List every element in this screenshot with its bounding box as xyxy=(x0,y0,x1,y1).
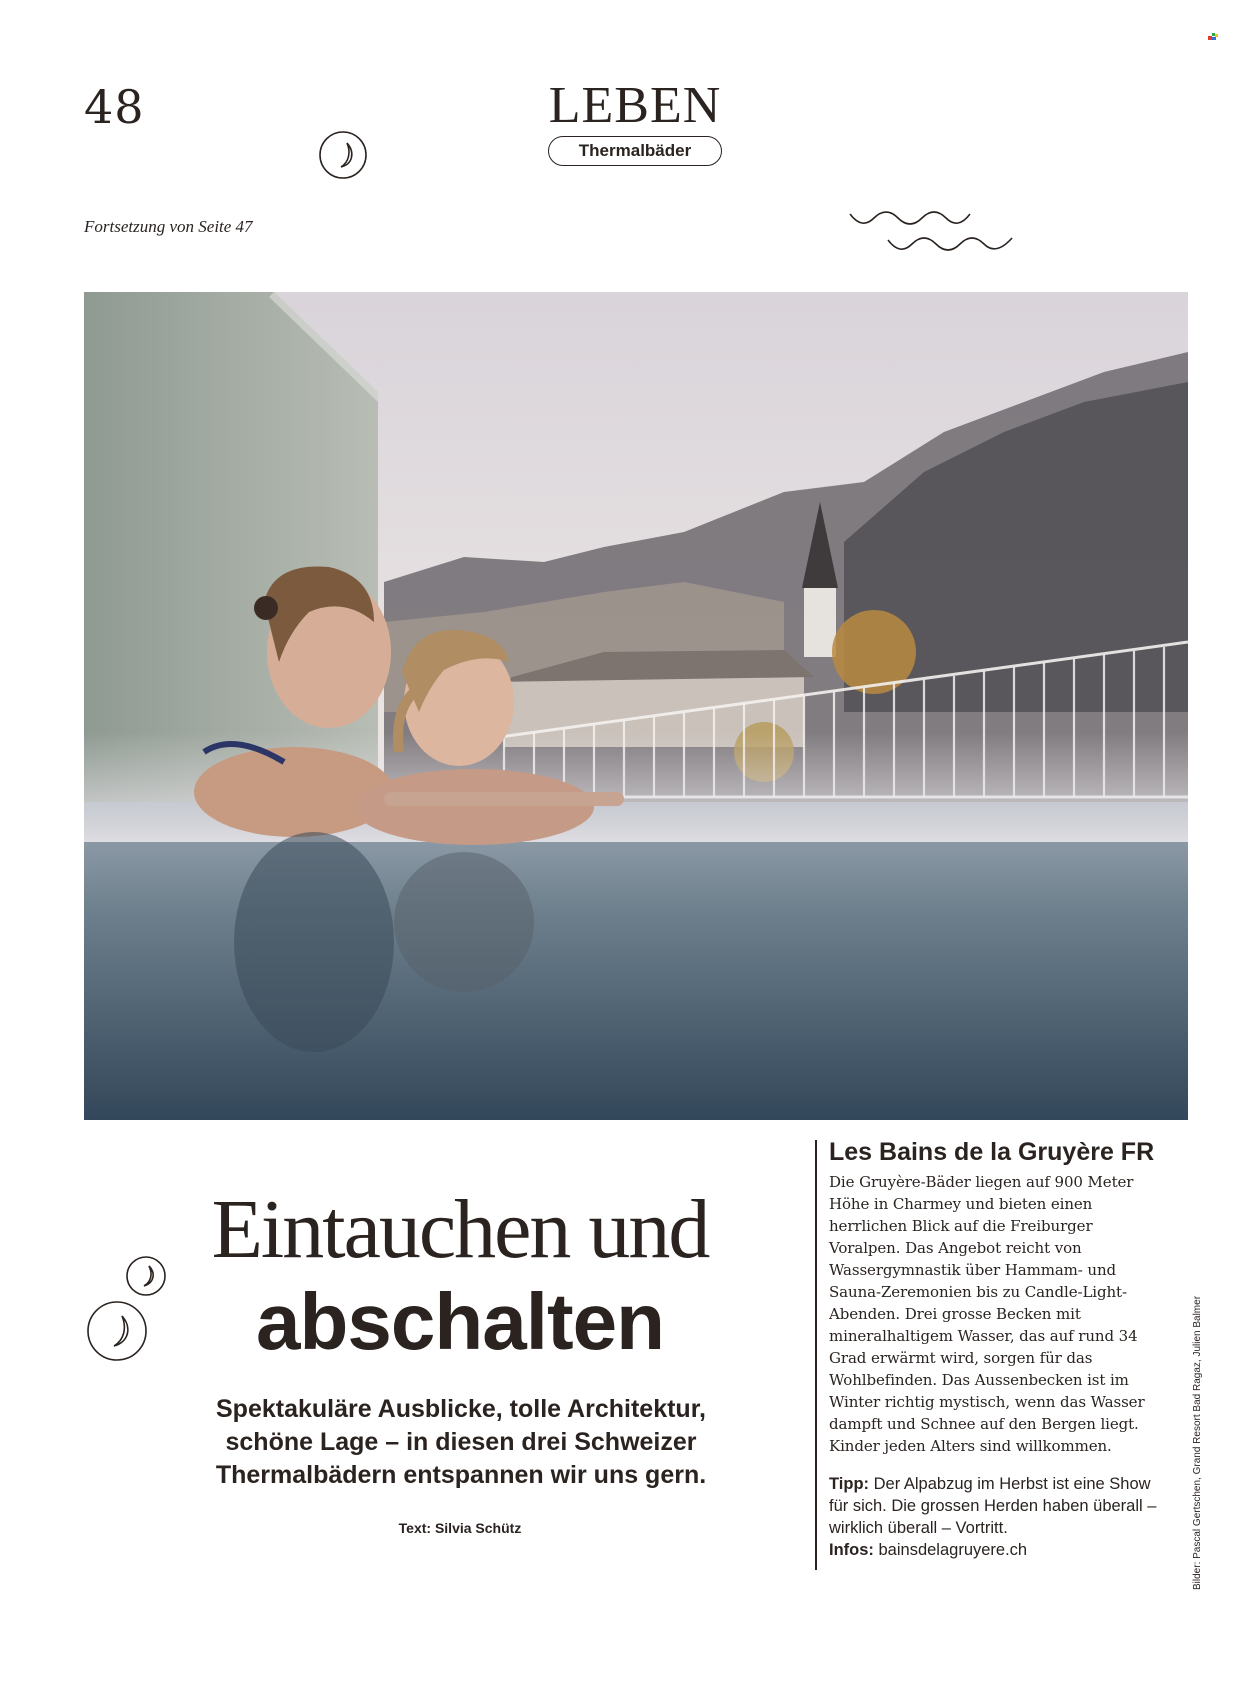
sidebar-box xyxy=(829,1137,1165,1561)
article-lead: Spektakuläre Ausblicke, tolle Architektur, schöne Lage – in diesen drei Schweizer Thermalbädern entspannen wir uns gern. xyxy=(215,1395,707,1489)
sidebar-heading: Les Bains de la Gruyère FR xyxy=(829,1138,1155,1166)
headline-line-light: Eintauchen und xyxy=(211,1183,709,1276)
section-title: LEBEN xyxy=(548,77,722,134)
info-link[interactable]: bainsdelagruyere.ch xyxy=(873,1541,1028,1559)
article-headline xyxy=(180,1185,740,1369)
page-number: 48 xyxy=(84,80,145,134)
logo-dots-icon xyxy=(1208,33,1218,41)
hero-photo xyxy=(84,292,1188,1120)
info-label: Infos: xyxy=(829,1541,874,1559)
continuation-note: Fortsetzung von Seite 47 xyxy=(84,217,253,236)
sidebar-rule xyxy=(815,1140,817,1570)
sidebar-body: Die Gruyère-Bäder liegen auf 900 Meter Höhe in Charmey und bieten einen herrlichen Blick auf die Freiburger Voralpen. Das Angebot reicht von Wassergymnastik über Hammam- und Sauna-Zeremonien bis zu Candle-Light-Abenden. Drei grosse Becken mit mineralhaltigem Wasser, das auf rund 34 Grad erwärmt wird, sorgen für das Wohlbefinden. Das Aussenbecken ist im Winter richtig mystisch, wenn das Wasser dampft und Schnee auf den Bergen liegt. Kinder jeden Alters sind willkommen. xyxy=(829,1173,1145,1455)
section-tag: Thermalbäder xyxy=(548,136,722,166)
wave-lines-icon xyxy=(848,208,1014,258)
sidebar-tip xyxy=(829,1473,1165,1561)
moon-bubble-icon xyxy=(86,1300,148,1362)
thermal-pool-illustration xyxy=(84,292,1188,1120)
moon-bubble-icon xyxy=(318,130,368,180)
tip-text: Der Alpabzug im Herbst ist eine Show für sich. Die grossen Herden haben überall – wirklich überall – Vortritt. xyxy=(829,1475,1157,1537)
tip-label: Tipp: xyxy=(829,1475,870,1493)
moon-bubble-icon xyxy=(125,1255,167,1297)
photo-credits: Bilder: Pascal Gertschen, Grand Resort Bad Ragaz, Julien Balmer xyxy=(1192,1295,1203,1590)
headline-line-bold: abschalten xyxy=(256,1277,664,1366)
article-byline: Text: Silvia Schütz xyxy=(398,1520,522,1536)
